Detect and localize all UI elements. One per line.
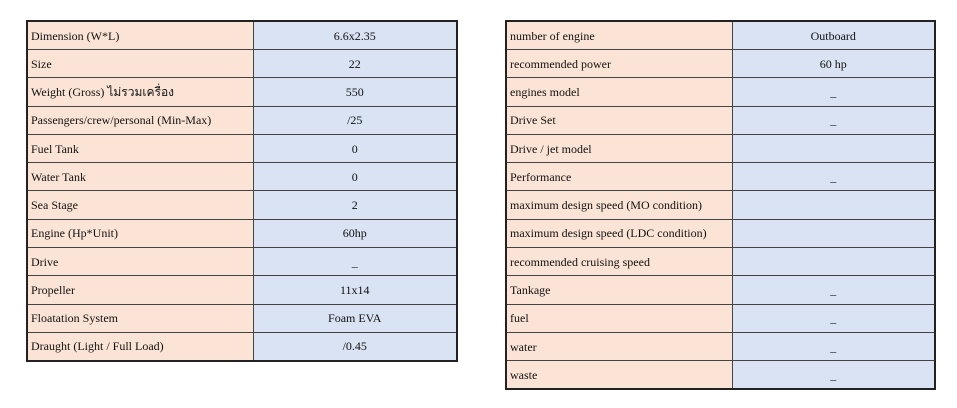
spec-label: Drive / jet model	[506, 134, 732, 162]
spec-value	[732, 191, 935, 219]
spec-label: Dimension (W*L)	[27, 21, 253, 50]
spec-value: Outboard	[732, 21, 935, 50]
spec-label: Sea Stage	[27, 191, 253, 219]
spec-value: 0	[253, 134, 457, 162]
table-row	[506, 361, 935, 390]
table-row	[27, 304, 457, 332]
spec-value	[732, 248, 935, 276]
table-row	[27, 21, 457, 50]
spec-label: Size	[27, 50, 253, 78]
spec-value: _	[732, 78, 935, 106]
spec-value: 11x14	[253, 276, 457, 304]
spec-value: Foam EVA	[253, 304, 457, 332]
spec-value: 22	[253, 50, 457, 78]
table-row	[506, 304, 935, 332]
table-row	[27, 106, 457, 134]
table-row	[506, 50, 935, 78]
spec-label: Fuel Tank	[27, 134, 253, 162]
spec-value: 2	[253, 191, 457, 219]
table-row	[27, 191, 457, 219]
spec-value: _	[732, 163, 935, 191]
spec-label: Performance	[506, 163, 732, 191]
table-row	[27, 78, 457, 106]
table-row	[27, 276, 457, 304]
spec-value: _	[732, 106, 935, 134]
spec-value: 550	[253, 78, 457, 106]
table-row	[27, 332, 457, 361]
spec-value: 60hp	[253, 219, 457, 247]
spec-value	[732, 134, 935, 162]
table-row	[506, 332, 935, 360]
spec-label: Tankage	[506, 276, 732, 304]
spec-value: _	[732, 332, 935, 360]
table-row	[506, 219, 935, 247]
table-row	[27, 134, 457, 162]
table-row	[27, 219, 457, 247]
spec-value: /25	[253, 106, 457, 134]
spec-label: Engine (Hp*Unit)	[27, 219, 253, 247]
spec-label: Drive Set	[506, 106, 732, 134]
spec-label: recommended cruising speed	[506, 248, 732, 276]
spec-label: engines model	[506, 78, 732, 106]
spec-label: Draught (Light / Full Load)	[27, 332, 253, 361]
boat-spec-table	[26, 20, 458, 362]
spec-value: 0	[253, 163, 457, 191]
table-row	[27, 163, 457, 191]
spec-label: number of engine	[506, 21, 732, 50]
spec-label: Weight (Gross) ไม่รวมเครื่อง	[27, 78, 253, 106]
spec-label: waste	[506, 361, 732, 390]
table-row	[27, 50, 457, 78]
engine-spec-table	[505, 20, 936, 390]
table-row	[506, 248, 935, 276]
table-row	[506, 276, 935, 304]
spec-label: maximum design speed (LDC condition)	[506, 219, 732, 247]
spec-value: _	[732, 361, 935, 390]
spec-value	[732, 219, 935, 247]
spec-value: 60 hp	[732, 50, 935, 78]
table-row	[506, 191, 935, 219]
table-row	[506, 78, 935, 106]
spec-label: Drive	[27, 248, 253, 276]
table-row	[506, 163, 935, 191]
table-row	[27, 248, 457, 276]
table-row	[506, 21, 935, 50]
spec-label: water	[506, 332, 732, 360]
spec-value: _	[732, 276, 935, 304]
spec-label: fuel	[506, 304, 732, 332]
spec-label: Water Tank	[27, 163, 253, 191]
spec-label: recommended power	[506, 50, 732, 78]
spec-label: Floatation System	[27, 304, 253, 332]
table-row	[506, 106, 935, 134]
spec-label: maximum design speed (MO condition)	[506, 191, 732, 219]
table-row	[506, 134, 935, 162]
spec-value: /0.45	[253, 332, 457, 361]
spec-value: 6.6x2.35	[253, 21, 457, 50]
spec-value: _	[732, 304, 935, 332]
spec-value: _	[253, 248, 457, 276]
spec-label: Propeller	[27, 276, 253, 304]
spec-label: Passengers/crew/personal (Min-Max)	[27, 106, 253, 134]
